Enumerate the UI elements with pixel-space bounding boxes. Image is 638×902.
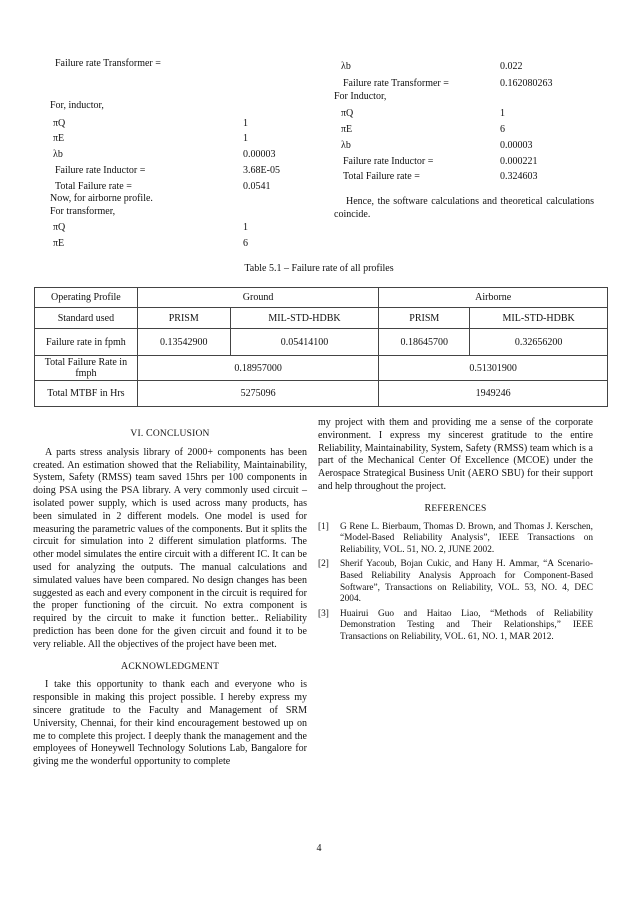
right-value: 0.000221 bbox=[500, 156, 538, 167]
acknowledgment-continued: my project with them and providing me a sense of the corporate environment. I express my sincerest gratitude to the entire Reliability, Maintainability, System, Safety (RMSS) team which is a part of the Mechanical Center Of Excellence (MCOE) under the Aerospace Strategical Business Unit (AERO SBU) for their support and help throughout the project. bbox=[318, 417, 593, 492]
acknowledgment-heading: ACKNOWLEDGMENT bbox=[120, 660, 220, 672]
table-cell: 0.13542900 bbox=[137, 329, 230, 356]
right-label: πE bbox=[341, 124, 353, 135]
conclusion-text: A parts stress analysis library of 2000+ components has been created. An estimation showed that the Reliability, Maintainability, System, Safety (RMSS) team saved 15hrs per 100 components in doing PSA using the PSA library. A very commonly used circuit – isolated power supply, which is used across many products, has been simulated in 2 different models. One model is used for measuring the parametric values of the components. But it splits the circuit for simulation into 2 different simulation platforms. The other model simulates the entire circuit with a different IC. It can be used for analyzing the outputs. The manual calculations and simulated values have been compared. No design changes has been suggested as each and every component in the circuit is required for the proper functioning of the circuit. No extra component is required by the circuit to make it function better.. Reliability prediction has been done for the given circuit and found it to be very reliable. All the objectives of the project have been met. bbox=[33, 446, 307, 650]
inductor-value: 0.0541 bbox=[243, 181, 271, 192]
table-caption: Table 5.1 – Failure rate of all profiles bbox=[244, 263, 394, 274]
inductor-label: πE bbox=[53, 133, 65, 144]
transformer-value: 1 bbox=[243, 222, 248, 233]
right-label: Total Failure rate = bbox=[343, 171, 420, 182]
acknowledgment-text: I take this opportunity to thank each and everyone who is responsible in making this project possible. I hereby express my sincere gratitude to the Faculty and Management of SRM University, Chennai, for their kind encouragement bestowed up on me to complete this project. I deeply thank the management and the employees of Honeywell Technology Solutions Lab, Bangalore for giving me the wonderful opportunity to complete bbox=[33, 679, 307, 768]
table-row bbox=[35, 356, 608, 381]
table-cell: 0.05414100 bbox=[230, 329, 379, 356]
inductor-label: Failure rate Inductor = bbox=[55, 165, 146, 176]
inductor-label: πQ bbox=[53, 118, 66, 129]
table-row bbox=[35, 381, 608, 407]
right-label: λb bbox=[341, 140, 351, 151]
right-label: λb bbox=[341, 61, 351, 72]
table-cell: Failure rate in fpmh bbox=[35, 329, 138, 356]
right-value: 6 bbox=[500, 124, 505, 135]
table-cell: 1949246 bbox=[379, 381, 608, 407]
inductor-label: λb bbox=[53, 149, 63, 160]
table-cell: 0.18645700 bbox=[379, 329, 470, 356]
right-label: πQ bbox=[341, 108, 354, 119]
right-value: 1 bbox=[500, 108, 505, 119]
right-label: Failure rate Inductor = bbox=[343, 156, 434, 167]
table-header-row bbox=[35, 288, 608, 308]
inductor-value: 1 bbox=[243, 133, 248, 144]
right-value: 0.022 bbox=[500, 61, 523, 72]
table-cell: Standard used bbox=[35, 308, 138, 329]
airborne-profile-line: Now, for airborne profile. bbox=[50, 193, 153, 204]
table-cell: PRISM bbox=[137, 308, 230, 329]
conclusion-heading: VI. CONCLUSION bbox=[130, 428, 210, 439]
table-cell: Total Failure Rate in fmph bbox=[35, 356, 138, 381]
page-number: 4 bbox=[316, 843, 322, 854]
transformer-label: πE bbox=[53, 238, 65, 249]
references-list bbox=[318, 522, 593, 644]
transformer-failure-line: Failure rate Transformer = bbox=[55, 58, 161, 69]
transformer-value: 6 bbox=[243, 238, 248, 249]
reference-item: [2] Sherif Yacoub, Bojan Cukic, and Hany H. Ammar, “A Scenario-Based Reliability Analysis Approach for Component-Based Software”, Transactions on Reliability, VOL. 53, NO. 4, DEC 2004. bbox=[318, 559, 593, 605]
table-cell: Total MTBF in Hrs bbox=[35, 381, 138, 407]
table-cell: Operating Profile bbox=[35, 288, 138, 308]
left-column bbox=[33, 428, 307, 769]
inductor-value: 1 bbox=[243, 118, 248, 129]
table-cell: 0.51301900 bbox=[379, 356, 608, 381]
table-cell: 5275096 bbox=[137, 381, 379, 407]
inductor-value: 3.68E-05 bbox=[243, 165, 280, 176]
table-cell: PRISM bbox=[379, 308, 470, 329]
for-transformer-label: For transformer, bbox=[50, 206, 116, 217]
table-cell: Ground bbox=[137, 288, 379, 308]
inductor-label: Total Failure rate = bbox=[55, 181, 132, 192]
for-inductor-label: For, inductor, bbox=[50, 100, 104, 111]
table-cell: Airborne bbox=[379, 288, 608, 308]
table-cell: 0.32656200 bbox=[470, 329, 608, 356]
hence-paragraph bbox=[334, 196, 594, 222]
hence-text: Hence, the software calculations and theoretical calculations coincide. bbox=[334, 196, 594, 220]
table-row bbox=[35, 308, 608, 329]
reference-item: [3] Huairui Guo and Haitao Liao, “Methods of Reliability Demonstration Testing and Their Relationships,” IEEE Transactions on Reliability, VOL. 61, NO. 1, MAR 2012. bbox=[318, 608, 593, 642]
right-value: 0.00003 bbox=[500, 140, 533, 151]
table-row bbox=[35, 329, 608, 356]
right-value: 0.324603 bbox=[500, 171, 538, 182]
for-inductor-label-right: For Inductor, bbox=[334, 91, 387, 102]
reference-item: [1] G Rene L. Bierbaum, Thomas D. Brown, and Thomas J. Kerschen, “Model-Based Reliability Analysis”, IEEE Transactions on Reliability, VOL. 51, NO. 2, JUNE 2002. bbox=[318, 521, 593, 555]
transformer-label: πQ bbox=[53, 222, 66, 233]
inductor-value: 0.00003 bbox=[243, 149, 276, 160]
table-cell: MIL-STD-HDBK bbox=[470, 308, 608, 329]
right-value: 0.162080263 bbox=[500, 78, 553, 89]
right-column bbox=[318, 417, 593, 647]
failure-rate-table bbox=[34, 287, 608, 407]
table-cell: 0.18957000 bbox=[137, 356, 379, 381]
references-heading: REFERENCES bbox=[424, 502, 487, 514]
table-cell: MIL-STD-HDBK bbox=[230, 308, 379, 329]
right-label: Failure rate Transformer = bbox=[343, 78, 449, 89]
